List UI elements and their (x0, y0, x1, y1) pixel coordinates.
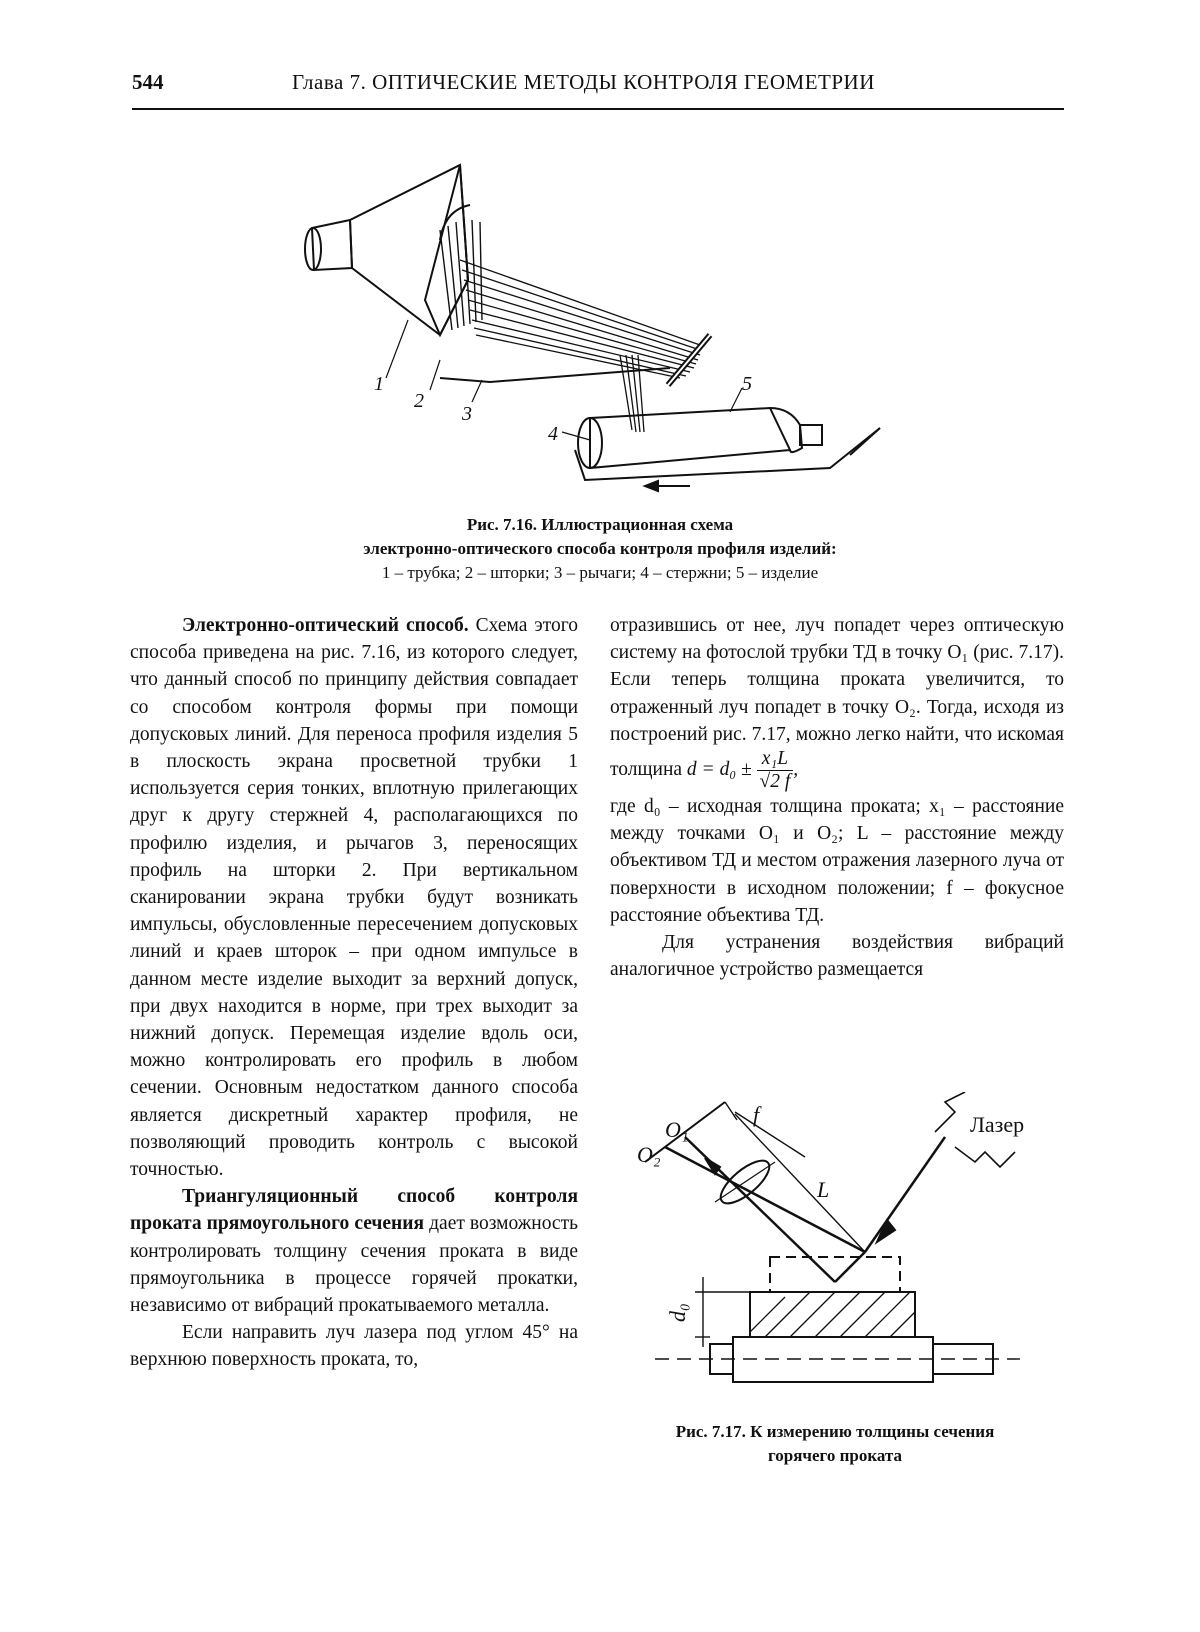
label-5: 5 (742, 373, 752, 395)
page-header (132, 70, 1064, 110)
caption-title-line2: электронно-оптического способа контроля профиля изделий: (363, 539, 837, 558)
formula-fraction (757, 748, 794, 793)
caption-fig17-line1: Рис. 7.17. К измерению толщины сечения (675, 1422, 995, 1441)
product-body (590, 408, 790, 468)
product-tip (770, 408, 802, 452)
paragraph-laser-intro: Если направить луч лазера под углом 45° на верхнюю поверхность проката, то, (130, 1322, 578, 1371)
left-column (130, 612, 578, 1374)
paragraph-electron-optical: Схема этого способа приведена на рис. 7.16, из которого следует, что данный способ по принципу действия совпадает со способом контроля формы при помощи допусковых линий. Для переноса профиля изделия 5 в плоскость экрана просветной трубки 1 используется серия тонких, вплотную прилегающих друг к другу стержней 4, располагающихся по профилю изделия, и рычагов 3, переносящих профиль на шторки 2. При вертикальном сканировании экрана трубки будут возникать импульсы, обусловленные пересечением допусковых линий и краев шторок – при одном импульсе в данном месте изделие выходит за верхний допуск, при двух находится в норме, при трех выходит за нижний допуск. Перемещая изделие вдоль оси, можно контролировать его профиль в любом сечении. Основным недостатком данного способа является дискретный характер профиля, не позволяющий проводить контроль с высокой точностью. (130, 615, 578, 1181)
hatch (750, 1292, 915, 1337)
formula-lhs: d = d₀ ± (686, 758, 752, 780)
roller (668, 335, 710, 385)
workpiece (750, 1292, 915, 1337)
raised-profile (770, 1257, 900, 1292)
label-L: L (817, 1177, 830, 1202)
figure-7-17 (625, 1092, 1045, 1402)
thickness-formula (686, 748, 799, 793)
section-heading-electron-optical: Электронно-оптический способ. (182, 615, 469, 636)
paragraph-vibration: Для устранения воздействия вибраций аналогичное устройство размещается (610, 932, 1064, 981)
label-3: 3 (462, 403, 472, 425)
figure-7-16 (290, 150, 910, 495)
figure-7-16-caption (150, 513, 1050, 585)
label-d0: d₀ (665, 1303, 690, 1322)
label-o2: O₂ (637, 1142, 661, 1167)
section-heading-triangulation: Триангуляционный способ контроля проката прямоугольного сечения (130, 1186, 578, 1235)
label-f: f (753, 1102, 760, 1127)
lever-base (440, 368, 670, 382)
tube-neck (312, 220, 352, 270)
levers (460, 260, 700, 378)
L-dimension (735, 1114, 865, 1252)
figure-7-17-caption (615, 1420, 1055, 1468)
formula-end: , (793, 758, 799, 780)
label-1: 1 (374, 373, 384, 395)
figure-7-16-diagram (290, 150, 910, 495)
running-title: Глава 7. ОПТИЧЕСКИЕ МЕТОДЫ КОНТРОЛЯ ГЕОМЕТРИИ (292, 70, 875, 94)
figure-7-17-diagram (625, 1092, 1045, 1402)
formula-denominator: √2 f (759, 771, 791, 793)
page-number: 544 (132, 70, 164, 94)
caption-fig17-line2: горячего проката (767, 1446, 903, 1465)
label-2: 2 (414, 390, 424, 412)
paragraph-reflection: отразившись от нее, луч попадет через оптическую систему на фотослой трубки ТД в точку O₁ (рис. 7.17). Если теперь толщина проката увеличится, то отраженный луч попадет в точку O₂. Тогда, исходя из построений рис. 7.17, можно легко найти, что искомая толщина (610, 615, 1064, 780)
tube-screen (425, 165, 468, 335)
label-4: 4 (548, 423, 558, 445)
paragraph-definitions: где d₀ – исходная толщина проката; x₁ – расстояние между точками O₁ и O₂; L – расстояние между объективом ТД и местом отражения лазерного луча от поверхности в исходном положении; f – фокусное расстояние объектива ТД. (610, 796, 1064, 926)
reflected-beam-1 (665, 1147, 865, 1252)
label-laser: Лазер (970, 1112, 1025, 1137)
caption-legend: 1 – трубка; 2 – шторки; 3 – рычаги; 4 – стержни; 5 – изделие (381, 563, 819, 582)
right-column (610, 612, 1064, 983)
label-o1: O₁ (665, 1117, 689, 1142)
platform (575, 428, 880, 480)
formula-numerator: x₁L (757, 748, 794, 771)
caption-title-line1: Рис. 7.16. Иллюстрационная схема (466, 515, 734, 534)
laser-beam (865, 1137, 945, 1252)
paragraph-triangulation: дает возможность контролировать толщину сечения проката в виде прямоугольника в процессе горячей прокатки, независимо от вибраций прокатываемого металла. (130, 1213, 579, 1317)
product-stub (800, 425, 822, 445)
